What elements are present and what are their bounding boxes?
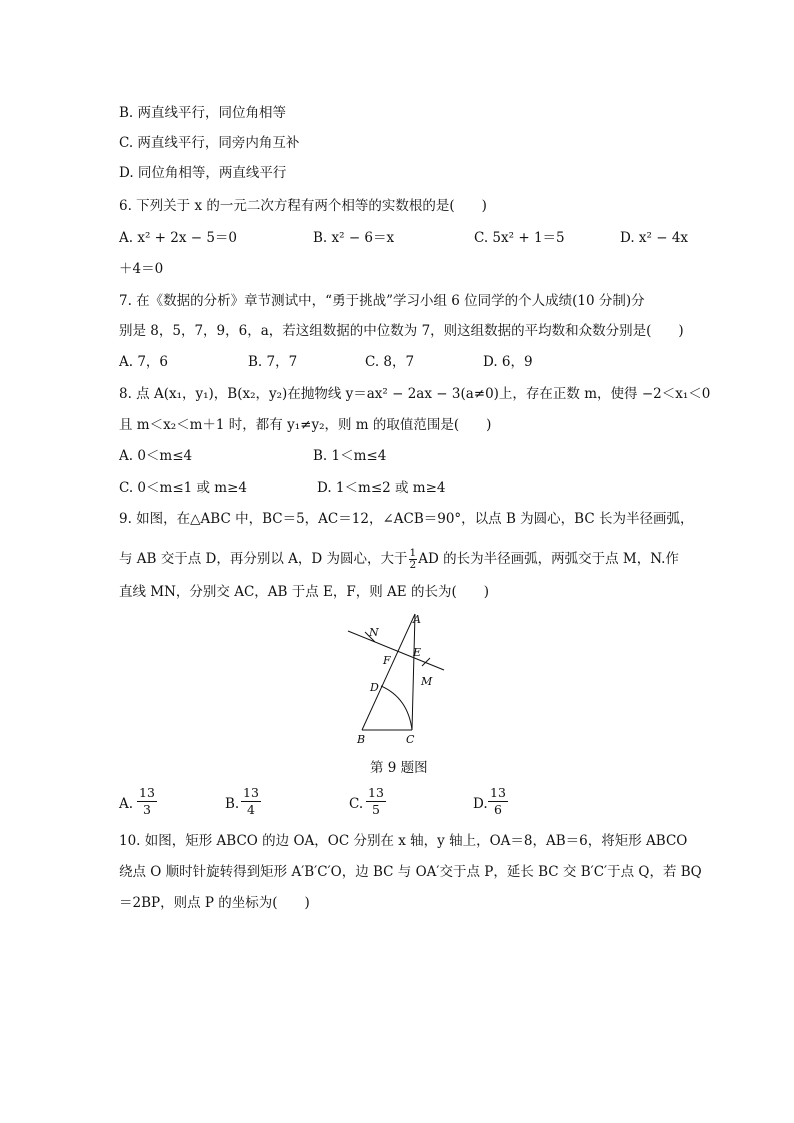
q9-option-b-letter: B. [225,796,240,812]
q6-option-b: B. x² − 6＝x [313,230,395,246]
q6-option-d: D. x² − 4x [620,230,689,246]
q8-option-c: C. 0＜m≤1 或 m≥4 [119,480,248,496]
q6-option-c: C. 5x² + 1＝5 [474,230,565,246]
q5-option-c: C. 两直线平行，同旁内角互补 [119,135,300,151]
label-c: C [406,733,415,746]
q9-stem-line3: 直线 MN，分别交 AC，AB 于点 E，F，则 AE 的长为( ) [119,584,489,600]
arc-from-b [381,686,412,730]
q9-option-b-numerator: 13 [241,786,261,802]
q7-stem-line2: 别是 8，5，7，9，6，a，若这组数据的中位数为 7，则这组数据的平均数和众数分别是( ) [119,323,684,339]
q10-stem-line3: ＝2BP，则点 P 的坐标为( ) [119,895,310,911]
q10-stem-line1: 10. 如图，矩形 ABCO 的边 OA，OC 分别在 x 轴，y 轴上，OA＝8，AB＝6，将矩形 ABCO [119,833,688,849]
q9-option-b-fraction [241,786,261,817]
q9-figure [340,606,460,750]
label-n: N [369,626,379,639]
q6-stem: 6. 下列关于 x 的一元二次方程有两个相等的实数根的是( ) [119,198,487,214]
q9-option-a-letter: A. [119,796,134,812]
q9-stem-line1: 9. 如图，在△ABC 中，BC＝5，AC＝12，∠ACB＝90°，以点 B 为圆心，BC 长为半径画弧， [119,511,694,527]
label-m: M [421,675,433,688]
q8-option-a: A. 0＜m≤4 [119,448,193,464]
half-fraction [409,548,418,571]
label-e: E [413,646,422,659]
q8-stem-line2: 且 m＜x₂＜m＋1 时，都有 y₁≠y₂，则 m 的取值范围是( ) [119,417,492,433]
q7-option-b: B. 7，7 [248,354,298,370]
q9-stem-line2-part2: AD 的长为半径画弧，两弧交于点 M，N.作 [418,551,679,567]
half-denominator: 2 [409,559,417,571]
q8-option-d: D. 1＜m≤2 或 m≥4 [317,480,446,496]
q9-option-c-denominator: 5 [372,802,380,817]
q6-option-d-continued: ＋4＝0 [119,261,164,277]
q9-option-c-fraction [366,786,386,817]
q9-figure-caption: 第 9 题图 [370,760,428,776]
q10-stem-line2: 绕点 O 顺时针旋转得到矩形 A′B′C′O，边 BC 与 OA′交于点 P，延长 BC 交 B′C′于点 Q，若 BQ [119,864,702,880]
line-mn [348,631,444,670]
q7-option-d: D. 6，9 [483,354,533,370]
q9-option-d-fraction [488,786,508,817]
label-a: A [413,613,421,626]
label-d: D [370,681,379,694]
label-f: F [383,654,391,667]
q9-option-d-letter: D. [473,796,488,812]
q9-option-a-numerator: 13 [137,786,157,802]
side-ac [412,614,415,730]
q8-stem-line1: 8. 点 A(x₁，y₁)，B(x₂，y₂)在抛物线 y＝ax² − 2ax − 3(a≠0)上，存在正数 m，使得 −2＜x₁＜0 [119,386,711,402]
q9-option-d-numerator: 13 [488,786,508,802]
q7-option-a: A. 7，6 [119,354,169,370]
q9-stem-line2-part1: 与 AB 交于点 D，再分别以 A，D 为圆心，大于 [119,551,408,567]
half-numerator: 1 [409,547,417,559]
q5-option-d: D. 同位角相等，两直线平行 [119,165,287,181]
q6-option-a: A. x² + 2x − 5＝0 [119,230,238,246]
q9-option-c-letter: C. [349,796,364,812]
q9-option-a-fraction [137,786,157,817]
q5-option-b: B. 两直线平行，同位角相等 [119,105,287,121]
q9-option-d-denominator: 6 [494,802,502,817]
q9-option-a-denominator: 3 [143,802,151,817]
q7-stem-line1: 7. 在《数据的分析》章节测试中，“勇于挑战”学习小组 6 位同学的个人成绩(10 分制)分 [119,293,645,309]
q7-option-c: C. 8，7 [365,354,415,370]
q9-option-c-numerator: 13 [366,786,386,802]
label-b: B [357,733,366,746]
q9-option-b-denominator: 4 [247,802,255,817]
q9-stem-line2 [119,548,679,571]
q8-option-b: B. 1＜m≤4 [313,448,387,464]
